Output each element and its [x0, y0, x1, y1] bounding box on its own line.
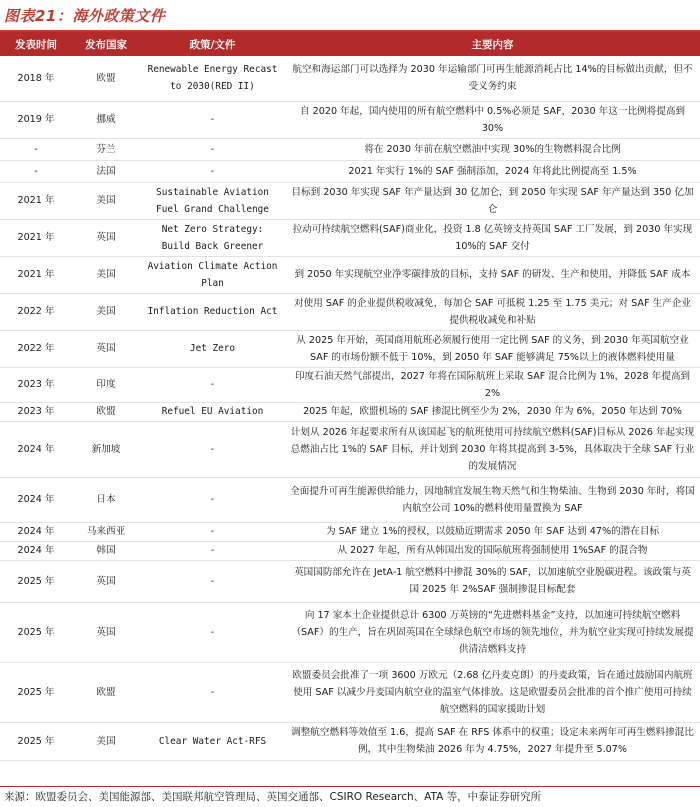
- cell-country: 英国: [72, 330, 140, 367]
- cell-content: 将在 2030 年前在航空燃油中实现 30%的生物燃料混合比例: [285, 138, 700, 160]
- cell-year: 2023 年: [0, 367, 72, 402]
- cell-year: -: [0, 160, 72, 182]
- header-policy: 政策/文件: [140, 32, 285, 56]
- table-row: [0, 256, 700, 293]
- cell-country: 法国: [72, 160, 140, 182]
- cell-content: 到 2050 年实现航空业净零碳排放的目标，支持 SAF 的研发、生产和使用，并降低 SAF 成本: [285, 256, 700, 293]
- table-row: [0, 662, 700, 722]
- table-row: [0, 402, 700, 421]
- cell-country: 印度: [72, 367, 140, 402]
- cell-content: 对使用 SAF 的企业提供税收减免，每加仑 SAF 可抵税 1.25 至 1.75 美元；对 SAF 生产企业提供税收减免和补贴: [285, 293, 700, 330]
- cell-country: 马来西亚: [72, 522, 140, 541]
- cell-policy: Renewable Energy Recast to 2030(RED II): [140, 56, 285, 101]
- cell-content: 2021 年实行 1%的 SAF 强制添加，2024 年将此比例提高至 1.5%: [285, 160, 700, 182]
- cell-content: 欧盟委员会批准了一项 3600 万欧元（2.68 亿丹麦克朗）的丹麦政策，旨在通过鼓励国内航班使用 SAF 以减少丹麦国内航空业的温室气体排放。这是欧盟委员会批准的首个推广使用可持续航空燃料的国家援助计划: [285, 662, 700, 722]
- cell-country: 美国: [72, 182, 140, 219]
- policy-table: [0, 32, 700, 761]
- cell-year: 2025 年: [0, 722, 72, 760]
- cell-policy: Net Zero Strategy: Build Back Greener: [140, 219, 285, 256]
- cell-country: 英国: [72, 560, 140, 602]
- cell-country: 欧盟: [72, 402, 140, 421]
- table-row: [0, 602, 700, 662]
- cell-country: 新加坡: [72, 421, 140, 477]
- cell-policy: -: [140, 662, 285, 722]
- page-title: 图表21：海外政策文件: [4, 7, 166, 25]
- cell-policy: Sustainable Aviation Fuel Grand Challenge: [140, 182, 285, 219]
- cell-content: 印度石油天然气部提出，2027 年将在国际航班上采取 SAF 混合比例为 1%，2028 年提高到 2%: [285, 367, 700, 402]
- header-year: 发表时间: [0, 32, 72, 56]
- cell-content: 计划从 2026 年起要求所有从该国起飞的航班使用可持续航空燃料(SAF)目标从 2026 年起实现总燃油占比 1%的 SAF 目标，并计划到 2030 年将其提高到 3-5%，具体取决于全球 SAF 行业的发展情况: [285, 421, 700, 477]
- cell-country: 韩国: [72, 541, 140, 560]
- cell-country: 美国: [72, 722, 140, 760]
- table-row: [0, 421, 700, 477]
- cell-country: 英国: [72, 219, 140, 256]
- table-row: [0, 138, 700, 160]
- cell-policy: -: [140, 421, 285, 477]
- header-content: 主要内容: [285, 32, 700, 56]
- table-row: [0, 560, 700, 602]
- cell-policy: Refuel EU Aviation: [140, 402, 285, 421]
- cell-year: 2024 年: [0, 541, 72, 560]
- cell-year: 2022 年: [0, 330, 72, 367]
- cell-policy: Aviation Climate Action Plan: [140, 256, 285, 293]
- cell-policy: Jet Zero: [140, 330, 285, 367]
- cell-year: 2024 年: [0, 477, 72, 522]
- cell-country: 芬兰: [72, 138, 140, 160]
- cell-content: 调整航空燃料等效值至 1.6，提高 SAF 在 RFS 体系中的权重；设定未来两年可再生燃料掺混比例，其中生物柴油 2026 年为 4.75%，2027 年提升至 5.07%: [285, 722, 700, 760]
- cell-country: 欧盟: [72, 662, 140, 722]
- cell-content: 目标到 2030 年实现 SAF 年产量达到 30 亿加仑，到 2050 年实现 SAF 年产量达到 350 亿加仑: [285, 182, 700, 219]
- table-row: [0, 722, 700, 760]
- cell-year: 2024 年: [0, 421, 72, 477]
- cell-content: 2025 年起，欧盟机场的 SAF 掺混比例至少为 2%，2030 年为 6%，2050 年达到 70%: [285, 402, 700, 421]
- cell-policy: -: [140, 477, 285, 522]
- cell-year: 2025 年: [0, 602, 72, 662]
- table-row: [0, 101, 700, 138]
- table-body: [0, 56, 700, 760]
- table-row: [0, 330, 700, 367]
- cell-country: 美国: [72, 293, 140, 330]
- cell-content: 航空和海运部门可以选择为 2030 年运输部门可再生能源消耗占比 14%的目标做出贡献，但不受义务约束: [285, 56, 700, 101]
- cell-year: 2025 年: [0, 662, 72, 722]
- cell-policy: -: [140, 160, 285, 182]
- cell-policy: -: [140, 602, 285, 662]
- cell-content: 全面提升可再生能源供给能力，因地制宜发展生物天然气和生物柴油、生物到 2030 年时，将国内航空公司 10%的燃料使用量置换为 SAF: [285, 477, 700, 522]
- cell-country: 美国: [72, 256, 140, 293]
- table-row: [0, 293, 700, 330]
- cell-year: 2021 年: [0, 219, 72, 256]
- cell-year: 2021 年: [0, 182, 72, 219]
- table-row: [0, 367, 700, 402]
- cell-policy: -: [140, 138, 285, 160]
- cell-year: 2019 年: [0, 101, 72, 138]
- table-row: [0, 56, 700, 101]
- cell-year: 2025 年: [0, 560, 72, 602]
- table-row: [0, 160, 700, 182]
- cell-policy: Clear Water Act-RFS: [140, 722, 285, 760]
- table-row: [0, 477, 700, 522]
- header-country: 发布国家: [72, 32, 140, 56]
- cell-content: 为 SAF 建立 1%的授权，以鼓励近期需求 2050 年 SAF 达到 47%的潜在目标: [285, 522, 700, 541]
- cell-year: 2022 年: [0, 293, 72, 330]
- table-row: [0, 541, 700, 560]
- source-note: 来源：欧盟委员会、美国能源部、美国联邦航空管理局、英国交通部、CSIRO Research、ATA 等，中泰证券研究所: [4, 791, 542, 803]
- table-row: [0, 522, 700, 541]
- cell-year: 2023 年: [0, 402, 72, 421]
- cell-country: 挪威: [72, 101, 140, 138]
- cell-policy: -: [140, 522, 285, 541]
- cell-policy: -: [140, 560, 285, 602]
- cell-year: 2021 年: [0, 256, 72, 293]
- cell-country: 欧盟: [72, 56, 140, 101]
- cell-year: -: [0, 138, 72, 160]
- cell-country: 英国: [72, 602, 140, 662]
- cell-content: 自 2020 年起，国内使用的所有航空燃料中 0.5%必须是 SAF，2030 年这一比例将提高到 30%: [285, 101, 700, 138]
- cell-content: 向 17 家本土企业提供总计 6300 万英镑的“先进燃料基金”支持，以加速可持续航空燃料（SAF）的生产，旨在巩固英国在全球绿色航空市场的领先地位，并为航空业实现可持续发展提供清洁燃料支持: [285, 602, 700, 662]
- cell-country: 日本: [72, 477, 140, 522]
- cell-policy: -: [140, 541, 285, 560]
- table-row: [0, 219, 700, 256]
- table-header-row: [0, 32, 700, 56]
- cell-policy: Inflation Reduction Act: [140, 293, 285, 330]
- table-row: [0, 182, 700, 219]
- cell-year: 2018 年: [0, 56, 72, 101]
- cell-content: 从 2027 年起，所有从韩国出发的国际航班将强制使用 1%SAF 的混合物: [285, 541, 700, 560]
- cell-content: 从 2025 年开始，英国商用航班必须履行使用一定比例 SAF 的义务，到 2030 年英国航空业 SAF 的市场份额不低于 10%，到 2050 年 SAF 能够满足 75%以上的液体燃料使用量: [285, 330, 700, 367]
- bottom-divider: [0, 786, 700, 787]
- cell-policy: -: [140, 101, 285, 138]
- cell-content: 英国国防部允许在 JetA-1 航空燃料中掺混 30%的 SAF，以加速航空业脱碳进程。该政策与英国 2025 年 2%SAF 强制掺混目标配套: [285, 560, 700, 602]
- cell-policy: -: [140, 367, 285, 402]
- cell-year: 2024 年: [0, 522, 72, 541]
- cell-content: 拉动可持续航空燃料(SAF)商业化，投资 1.8 亿英镑支持英国 SAF 工厂发展，到 2030 年实现 10%的 SAF 交付: [285, 219, 700, 256]
